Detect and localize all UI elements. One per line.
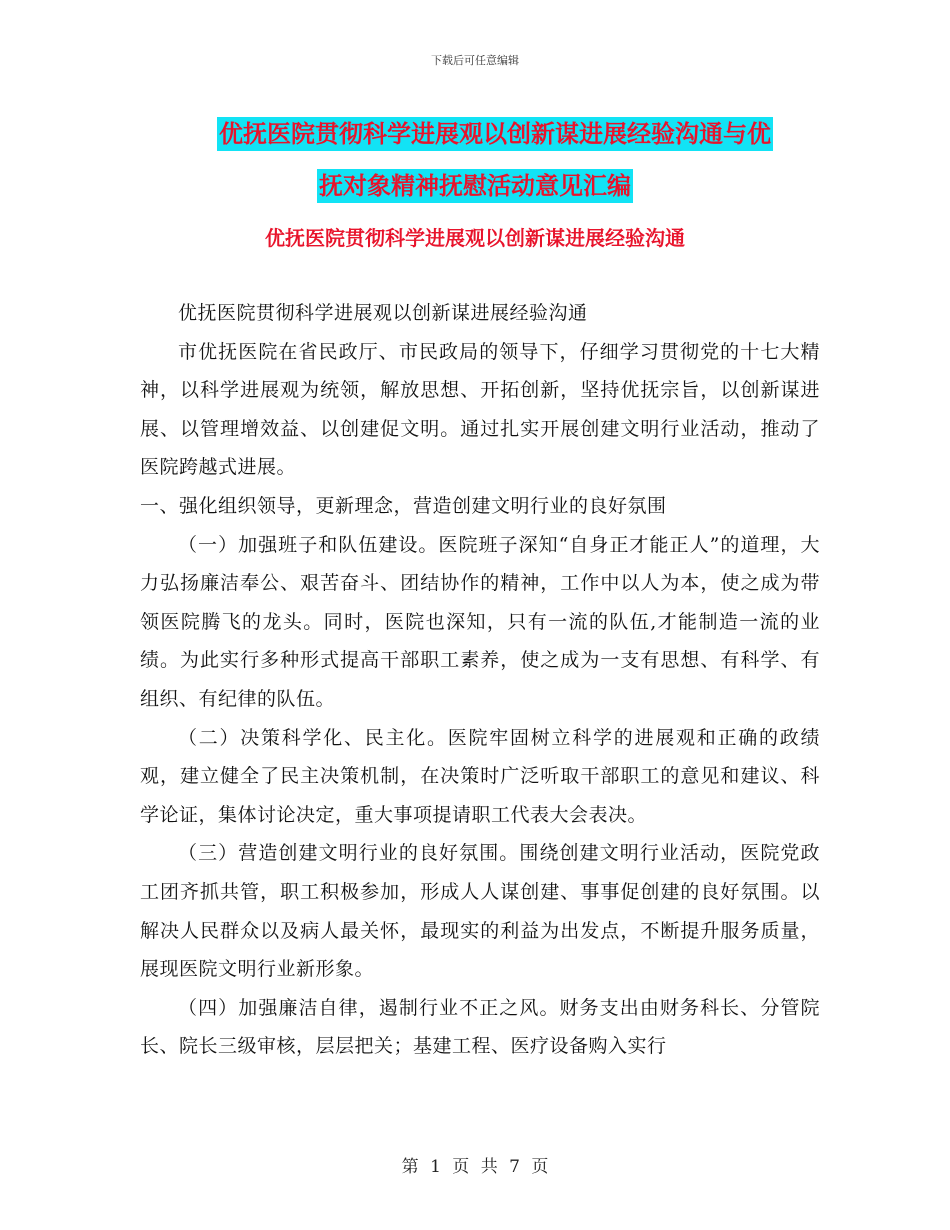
header-note: 下载后可任意编辑 (431, 54, 519, 67)
paragraph-intro: 市优抚医院在省民政厅、市民政局的领导下，仔细学习贯彻党的十七大精神，以科学进展观为统领，解放思想、开拓创新，坚持优抚宗旨，以创新谋进展、以管理增效益、以创建促文明。通过扎实开展创建文明行业活动，推动了医院跨越式进展。 (140, 340, 820, 479)
document-body (140, 294, 820, 1066)
page-number-footer: 第 1 页 共 7 页 (401, 1157, 549, 1177)
section-title: 优抚医院贯彻科学进展观以创新谋进展经验沟通 (265, 226, 685, 250)
paragraph-item-2: （二）决策科学化、民主化。医院牢固树立科学的进展观和正确的政绩观，建立健全了民主决策机制，在决策时广泛听取干部职工的意见和建议、科学论证，集体讨论决定，重大事项提请职工代表大会表决。 (140, 726, 820, 826)
paragraph-item-4: （四）加强廉洁自律，遏制行业不正之风。财务支出由财务科长、分管院长、院长三级审核，层层把关；基建工程、医疗设备购入实行 (140, 996, 820, 1058)
paragraph-heading-1: 一、强化组织领导，更新理念，营造创建文明行业的良好氛围 (140, 494, 667, 517)
paragraph-item-1: （一）加强班子和队伍建设。医院班子深知“自身正才能正人”的道理，大力弘扬廉洁奉公、艰苦奋斗、团结协作的精神，工作中以人为本，使之成为带领医院腾飞的龙头。同时，医院也深知，只有一流的队伍,才能制造一流的业绩。为此实行多种形式提高干部职工素养，使之成为一支有思想、有科学、有组织、有纪律的队伍。 (140, 533, 820, 710)
paragraph-subtitle: 优抚医院贯彻科学进展观以创新谋进展经验沟通 (178, 302, 588, 324)
paragraph-item-3: （三）营造创建文明行业的良好氛围。围绕创建文明行业活动，医院党政工团齐抓共管，职工积极参加，形成人人谋创建、事事促创建的良好氛围。以解决人民群众以及病人最关怀，最现实的利益为出发点，不断提升服务质量，展现医院文明行业新形象。 (140, 842, 820, 981)
document-title (0, 108, 950, 212)
document-title-line-1: 优抚医院贯彻科学进展观以创新谋进展经验沟通与优 (0, 108, 950, 160)
document-title-line-2: 抚对象精神抚慰活动意见汇编 (0, 160, 950, 212)
